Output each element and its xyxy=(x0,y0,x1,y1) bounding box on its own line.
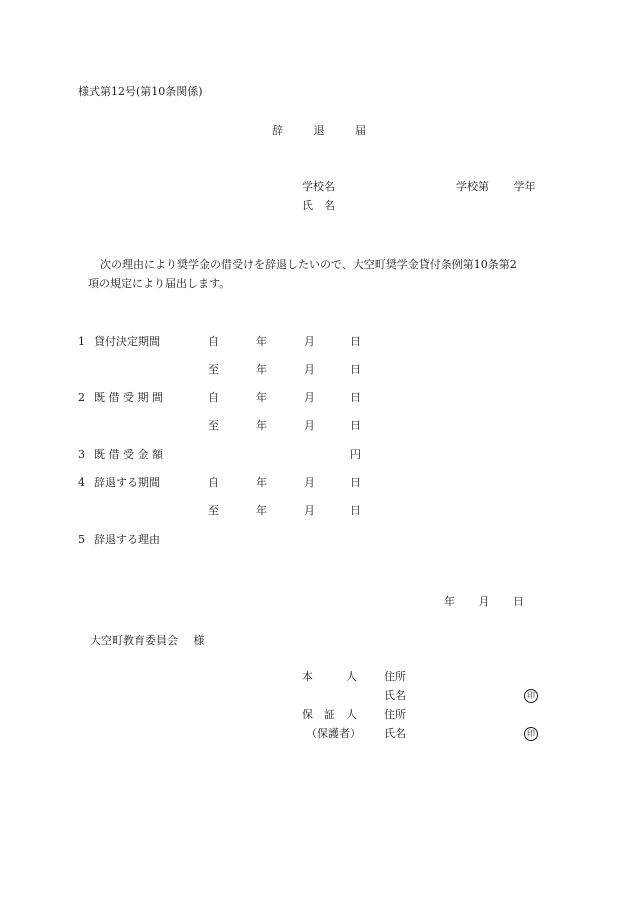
item-month: 月 xyxy=(304,476,315,489)
item-yen-unit: 円 xyxy=(350,448,361,461)
school-grade-label xyxy=(456,180,536,194)
item-number: 3 xyxy=(78,448,85,461)
statement-paragraph xyxy=(78,255,558,293)
title-char: 届 xyxy=(355,124,368,137)
page-title xyxy=(272,124,368,138)
item-day: 日 xyxy=(350,335,361,348)
title-char: 退 xyxy=(313,124,327,137)
item-month: 月 xyxy=(304,335,315,348)
item-from: 至 xyxy=(208,363,219,376)
item-month: 月 xyxy=(304,391,315,404)
item-year: 年 xyxy=(256,476,267,489)
item-from: 至 xyxy=(208,504,219,517)
statement-line: 項の規定により届出します。 xyxy=(88,277,231,290)
item-day: 日 xyxy=(350,391,361,404)
item-number: 5 xyxy=(78,533,85,546)
principal-label: 本 人 xyxy=(302,670,357,683)
guarantor-name-label: 氏名 xyxy=(384,727,406,740)
item-number: 1 xyxy=(78,335,85,348)
form-number: 様式第12号(第10条関係) xyxy=(78,85,203,98)
item-label: 既 借 受 金 額 xyxy=(94,448,163,461)
item-year: 年 xyxy=(256,391,267,404)
item-month: 月 xyxy=(304,504,315,517)
principal-address-label: 住所 xyxy=(384,670,406,683)
item-number: 4 xyxy=(78,476,85,489)
item-from: 自 xyxy=(208,391,219,404)
addressee-honorific: 様 xyxy=(193,634,205,647)
item-label: 辞退する期間 xyxy=(94,476,160,489)
item-day: 日 xyxy=(350,419,361,432)
item-label: 既 借 受 期 間 xyxy=(94,391,163,404)
principal-name-label: 氏名 xyxy=(384,689,406,702)
item-month: 月 xyxy=(304,419,315,432)
date-month: 月 xyxy=(478,595,490,608)
item-year: 年 xyxy=(256,504,267,517)
item-year: 年 xyxy=(256,419,267,432)
item-day: 日 xyxy=(350,476,361,489)
school-name-label: 学校名 xyxy=(302,180,335,193)
guarantor-address-label: 住所 xyxy=(384,708,406,721)
guarantor-label: 保 証 人 xyxy=(302,708,357,721)
item-day: 日 xyxy=(350,504,361,517)
principal-seal-icon: 印 xyxy=(524,689,538,703)
item-year: 年 xyxy=(256,363,267,376)
school-grade-prefix: 学校第 xyxy=(456,180,489,193)
item-label: 貸付決定期間 xyxy=(94,335,160,348)
item-number: 2 xyxy=(78,391,85,404)
statement-line: 次の理由により奨学金の借受けを辞退したいので、大空町奨学金貸付条例第10条第2 xyxy=(100,258,517,271)
student-name-label: 氏 名 xyxy=(302,199,335,212)
item-day: 日 xyxy=(350,363,361,376)
submission-date xyxy=(444,595,524,609)
guarantor-seal-icon: 印 xyxy=(524,727,538,741)
addressee-name: 大空町教育委員会 xyxy=(90,634,178,647)
addressee xyxy=(90,634,205,648)
item-label: 辞退する理由 xyxy=(94,533,160,546)
item-year: 年 xyxy=(256,335,267,348)
guarantor-sub-label: （保護者） xyxy=(306,727,361,740)
title-char: 辞 xyxy=(272,124,285,137)
date-year: 年 xyxy=(444,595,455,608)
date-day: 日 xyxy=(513,595,524,608)
item-from: 至 xyxy=(208,419,219,432)
item-from: 自 xyxy=(208,476,219,489)
item-month: 月 xyxy=(304,363,315,376)
item-from: 自 xyxy=(208,335,219,348)
school-grade-suffix: 学年 xyxy=(513,180,536,193)
